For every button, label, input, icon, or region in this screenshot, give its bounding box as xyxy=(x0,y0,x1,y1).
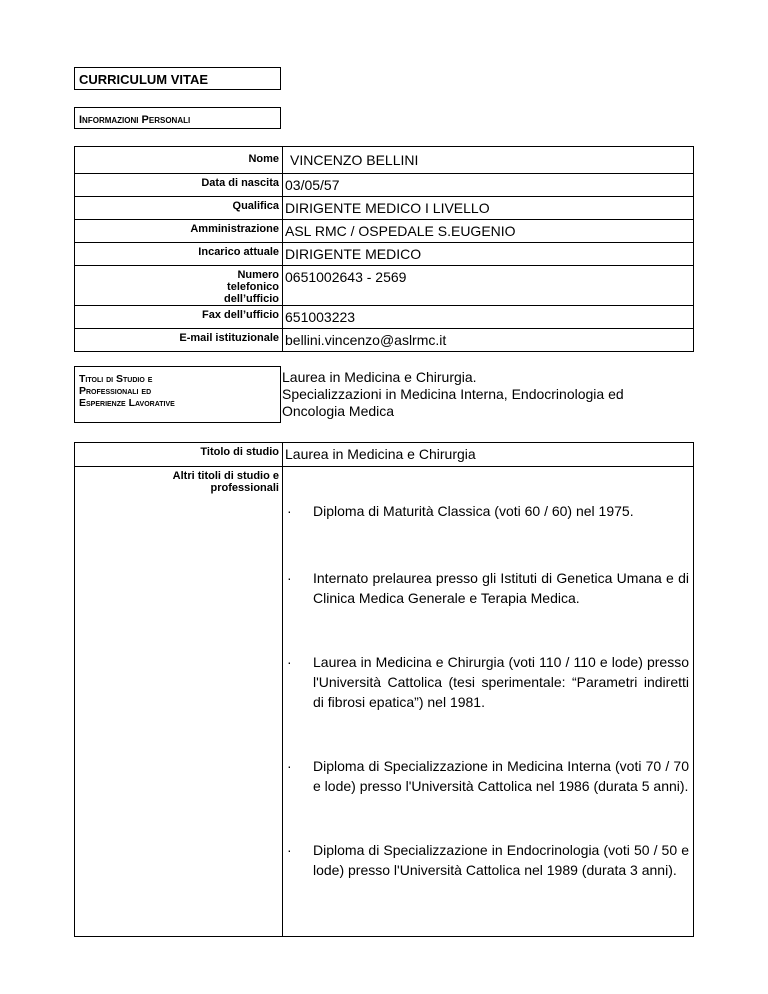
table-row xyxy=(75,443,694,467)
list-item xyxy=(283,840,693,880)
fax-value: 651003223 xyxy=(283,306,694,329)
list-item xyxy=(283,501,693,521)
amministrazione-label: Amministrazione xyxy=(75,220,283,243)
titoli-section-heading xyxy=(74,366,281,423)
email-value: bellini.vincenzo@aslrmc.it xyxy=(283,329,694,352)
bullet-dot: · xyxy=(287,503,292,519)
titoli-heading-line-2: Professionali ed xyxy=(79,385,152,397)
birthdate-value: 03/05/57 xyxy=(283,174,694,197)
telefono-label: Numero telefonico dell’ufficio xyxy=(75,266,283,306)
amministrazione-value: ASL RMC / OSPEDALE S.EUGENIO xyxy=(283,220,694,243)
titoli-summary-line: Specializzazioni in Medicina Interna, Endocrinologia ed xyxy=(282,386,624,402)
personal-info-table xyxy=(74,146,694,352)
altri-titoli-cell xyxy=(283,467,694,937)
list-item xyxy=(283,756,693,796)
altri-titoli-list xyxy=(283,501,693,880)
table-row xyxy=(75,147,694,174)
qualifica-label: Qualifica xyxy=(75,197,283,220)
list-item-text: Diploma di Specializzazione in Endocrinologia (voti 50 / 50 e lode) presso l'Università Cattolica nel 1989 (durata 3 anni). xyxy=(313,842,689,878)
titoli-heading-line-1: Titoli di Studio e xyxy=(79,373,153,385)
titoli-summary xyxy=(282,369,702,420)
titoli-heading-line-3: Esperienze Lavorative xyxy=(79,397,175,409)
list-item-text: Diploma di Specializzazione in Medicina Interna (voti 70 / 70 e lode) presso l'Università Cattolica nel 1986 (durata 5 anni). xyxy=(313,758,689,794)
titoli-summary-line: Laurea in Medicina e Chirurgia. xyxy=(282,369,477,385)
altri-titoli-label: Altri titoli di studio e professionali xyxy=(75,467,283,937)
cv-title: CURRICULUM VITAE xyxy=(74,67,281,90)
table-row xyxy=(75,174,694,197)
table-row xyxy=(75,329,694,352)
table-row xyxy=(75,467,694,937)
qualifica-value: DIRIGENTE MEDICO I LIVELLO xyxy=(283,197,694,220)
email-label: E-mail istituzionale xyxy=(75,329,283,352)
table-row xyxy=(75,306,694,329)
table-row xyxy=(75,266,694,306)
birthdate-label: Data di nascita xyxy=(75,174,283,197)
incarico-label: Incarico attuale xyxy=(75,243,283,266)
table-row xyxy=(75,197,694,220)
titolo-studio-value: Laurea in Medicina e Chirurgia xyxy=(283,443,694,467)
titolo-studio-label: Titolo di studio xyxy=(75,443,283,467)
name-value: VINCENZO BELLINI xyxy=(283,147,694,174)
studies-table xyxy=(74,442,694,937)
personal-section-heading: Informazioni Personali xyxy=(74,107,281,129)
telefono-value: 0651002643 - 2569 xyxy=(283,266,694,306)
name-label: Nome xyxy=(75,147,283,174)
list-item-text: Laurea in Medicina e Chirurgia (voti 110 / 110 e lode) presso l'Università Cattolica (tesi sperimentale: “Parametri indiretti di fibrosi epatica”) nel 1981. xyxy=(313,654,689,710)
list-item xyxy=(283,652,693,712)
bullet-dot: · xyxy=(287,570,292,586)
bullet-dot: · xyxy=(287,842,292,858)
titoli-summary-line: Oncologia Medica xyxy=(282,403,395,419)
bullet-dot: · xyxy=(287,654,292,670)
list-item-text: Internato prelaurea presso gli Istituti di Genetica Umana e di Clinica Medica Generale e Terapia Medica. xyxy=(313,570,689,606)
list-item xyxy=(283,568,693,608)
fax-label: Fax dell’ufficio xyxy=(75,306,283,329)
bullet-dot: · xyxy=(287,758,292,774)
table-row xyxy=(75,220,694,243)
table-row xyxy=(75,243,694,266)
list-item-text: Diploma di Maturità Classica (voti 60 / 60) nel 1975. xyxy=(313,503,634,519)
incarico-value: DIRIGENTE MEDICO xyxy=(283,243,694,266)
